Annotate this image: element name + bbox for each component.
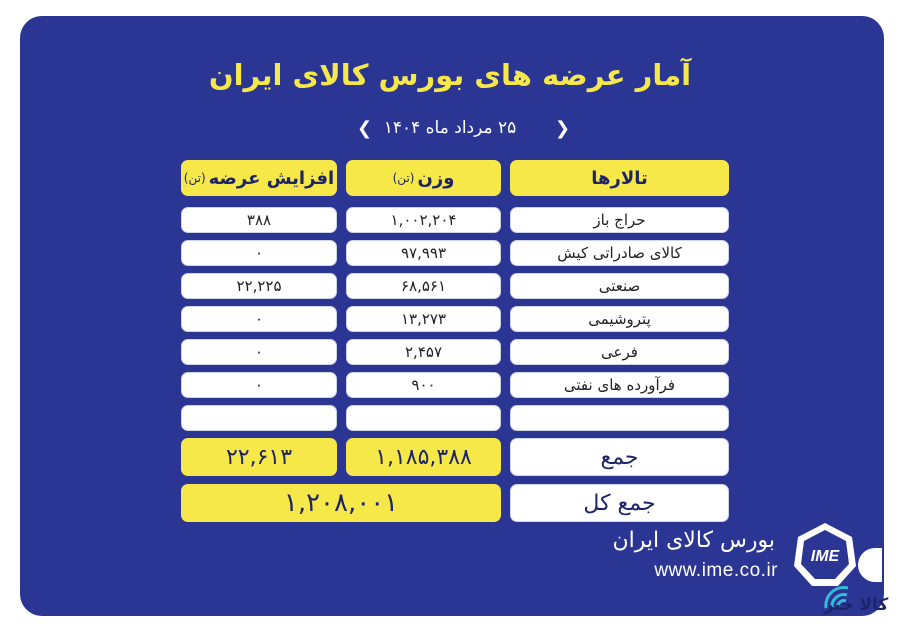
table-row-increase: ۳۸۸ <box>181 207 337 233</box>
sum-label: جمع <box>510 438 729 476</box>
header-weight: وزن (تن) <box>346 160 501 196</box>
sum-weight: ۱,۱۸۵,۳۸۸ <box>346 438 501 476</box>
header-halls: تالارها <box>510 160 729 196</box>
report-date: ۲۵ مرداد ماه ۱۴۰۴ <box>383 118 517 138</box>
table-row-hall: پتروشیمی <box>510 306 729 332</box>
table-row-weight <box>346 405 501 431</box>
chevron-right-icon: ❯ <box>555 118 571 139</box>
table-row-increase: ۰ <box>181 372 337 398</box>
table-row-hall: کالای صادراتی کیش <box>510 240 729 266</box>
brand-name: بورس کالای ایران <box>612 528 775 553</box>
table-row-weight: ۹۰۰ <box>346 372 501 398</box>
header-increase: افزایش عرضه (تن) <box>181 160 337 196</box>
table-row-hall: حراج باز <box>510 207 729 233</box>
table-row-increase <box>181 405 337 431</box>
kala-khabar-watermark <box>816 580 896 628</box>
grand-total-value: ۱,۲۰۸,۰۰۱ <box>181 484 501 522</box>
chevron-left-icon: ❮ <box>357 118 373 139</box>
sum-increase: ۲۲,۶۱۳ <box>181 438 337 476</box>
table-row-weight: ۶۸,۵۶۱ <box>346 273 501 299</box>
table-row-increase: ۰ <box>181 339 337 365</box>
logo-text: IME <box>810 548 840 565</box>
table-row-hall: صنعتی <box>510 273 729 299</box>
table-row-weight: ۲,۴۵۷ <box>346 339 501 365</box>
watermark-text: کالا خبر <box>823 595 889 615</box>
table-row-increase: ۲۲,۲۲۵ <box>181 273 337 299</box>
table-row-hall: فرعی <box>510 339 729 365</box>
table-row-hall: فرآورده های نفتی <box>510 372 729 398</box>
page-title: آمار عرضه های بورس کالای ایران <box>208 58 692 92</box>
table-row-weight: ۱,۰۰۲,۲۰۴ <box>346 207 501 233</box>
table-row-weight: ۹۷,۹۹۳ <box>346 240 501 266</box>
table-row-increase: ۰ <box>181 240 337 266</box>
grand-total-label: جمع کل <box>510 484 729 522</box>
table-row-weight: ۱۳,۲۷۳ <box>346 306 501 332</box>
table-row-hall <box>510 405 729 431</box>
brand-url: www.ime.co.ir <box>654 560 778 581</box>
table-row-increase: ۰ <box>181 306 337 332</box>
